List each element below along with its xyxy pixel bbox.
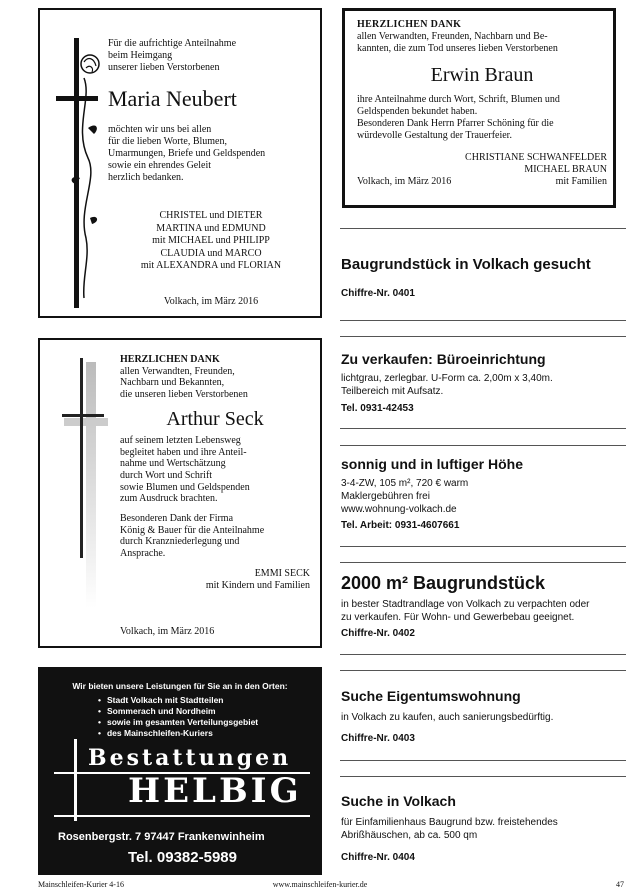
intro-line: beim Heimgang	[108, 50, 173, 61]
body-line: zum Ausdruck brachten.	[120, 493, 218, 505]
obituary-text	[357, 19, 607, 188]
signatory-line: CHRISTEL und DIETER	[159, 210, 263, 221]
obituary-text	[108, 38, 314, 184]
signatory: mit Kindern und Familien	[205, 579, 310, 591]
classified-title: Suche in Volkach	[341, 793, 456, 809]
deceased-name: Arthur Seck	[166, 407, 264, 430]
signatory-line: mit MICHAEL und PHILIPP	[152, 235, 270, 246]
intro-line: allen Verwandten, Freunden,	[120, 365, 235, 377]
body-line: herzlich bedanken.	[108, 172, 184, 183]
divider	[340, 546, 626, 547]
page-footer	[0, 878, 640, 892]
divider	[340, 228, 626, 229]
divider	[340, 760, 626, 761]
classified-line: in Volkach zu kaufen, auch sanierungsbedürftig.	[341, 712, 554, 723]
classified-line: Abrißhäuschen, ab ca. 500 qm	[341, 830, 478, 841]
classified-line: Maklergebühren frei	[341, 491, 430, 502]
classified-line: Teilbereich mit Aufsatz.	[341, 386, 444, 397]
obituary-ad-maria-neubert	[38, 8, 322, 318]
intro-line: kannten, die zum Tod unseres lieben Verstorbenen	[357, 43, 558, 54]
date-line: Volkach, im März 2016	[357, 176, 452, 187]
classified-title: Suche Eigentumswohnung	[341, 688, 521, 704]
deceased-name: Maria Neubert	[108, 86, 237, 111]
page-number: 47	[616, 880, 624, 889]
body-line: auf seinem letzten Lebensweg	[120, 434, 241, 446]
body-line: König & Bauer für die Anteilnahme	[120, 524, 265, 536]
date-line: Volkach, im März 2016	[120, 626, 215, 637]
divider	[340, 320, 626, 321]
body-line: Geldspenden bekundet haben.	[357, 106, 478, 117]
classified-phone: Tel. 0931-42453	[341, 403, 414, 414]
business-name: HELBIG	[128, 771, 302, 811]
place-item: • sowie im gesamten Verteilungsgebiet	[98, 717, 258, 728]
classified-title: 2000 m² Baugrundstück	[341, 573, 546, 593]
classified-line: für Einfamilienhaus Baugrund bzw. freistehendes	[341, 817, 558, 828]
signatory-line: mit ALEXANDRA und FLORIAN	[140, 260, 282, 271]
services-intro: Wir bieten unsere Leistungen für Sie an in den Orten:	[72, 681, 288, 691]
divider	[340, 562, 626, 563]
divider	[340, 654, 626, 655]
classified-line: zu verkaufen. Für Wohn- und Gewerbebau geeignet.	[341, 612, 575, 623]
body-line: sowie Blumen und Geldspenden	[120, 481, 250, 493]
body-line: Besonderen Dank Herrn Pfarrer Schöning für die	[357, 118, 554, 129]
classified-chiffre: Chiffre-Nr. 0401	[341, 288, 415, 299]
cross-with-rose-icon	[54, 38, 104, 308]
classified-phone: Tel. Arbeit: 0931-4607661	[341, 520, 460, 531]
intro-line: Für die aufrichtige Anteilnahme	[108, 38, 237, 49]
signatories	[108, 210, 314, 273]
classified-chiffre: Chiffre-Nr. 0404	[341, 852, 415, 863]
phone: Tel. 09382-5989	[128, 849, 237, 866]
classified-line: in bester Stadtrandlage von Volkach zu verpachten oder	[341, 599, 590, 610]
signatory-line: CLAUDIA und MARCO	[160, 247, 262, 259]
signatory: CHRISTIANE SCHWANFELDER	[465, 152, 607, 163]
divider	[340, 776, 626, 777]
classified-line: 3-4-ZW, 105 m², 720 € warm	[341, 478, 469, 489]
classified-chiffre: Chiffre-Nr. 0402	[341, 628, 415, 639]
classified-title: Baugrundstück in Volkach gesucht	[341, 256, 591, 273]
intro-line: unserer lieben Verstorbenen	[108, 62, 220, 73]
signatory: mit Familien	[555, 176, 607, 187]
divider	[340, 336, 626, 337]
date-line: Volkach, im März 2016	[163, 296, 259, 307]
cross-icon	[60, 358, 110, 608]
classified-line: lichtgrau, zerlegbar. U-Form ca. 2,00m x 3,40m.	[341, 373, 553, 384]
body-line: nahme und Wertschätzung	[120, 458, 226, 470]
obituary-ad-arthur-seck	[38, 338, 322, 648]
place-item: • des Mainschleifen-Kuriers	[98, 728, 258, 739]
funeral-home-ad	[38, 667, 322, 875]
heading: HERZLICHEN DANK	[357, 19, 462, 30]
divider	[340, 428, 626, 429]
body-line: Umarmungen, Briefe und Geldspenden	[108, 148, 266, 159]
body-line: begleitet haben und ihre Anteil-	[120, 446, 247, 458]
classified-chiffre: Chiffre-Nr. 0403	[341, 733, 415, 744]
body-line: durch Kranzniederlegung und	[120, 536, 240, 548]
body-line: Besonderen Dank der Firma	[120, 513, 234, 525]
footer-publication: Mainschleifen-Kurier 4-16	[38, 880, 124, 889]
heading: HERZLICHEN DANK	[120, 354, 220, 365]
classified-title: Zu verkaufen: Büroeinrichtung	[341, 351, 546, 367]
body-line: ihre Anteilnahme durch Wort, Schrift, Blumen und	[357, 94, 560, 105]
intro-line: die unseren lieben Verstorbenen	[120, 389, 248, 401]
body-line: möchten wir uns bei allen	[108, 124, 212, 135]
address: Rosenbergstr. 7 97447 Frankenwinheim	[58, 831, 265, 843]
divider	[340, 445, 626, 446]
signatory: MICHAEL BRAUN	[524, 164, 607, 175]
signatory: EMMI SECK	[254, 567, 310, 579]
body-line: sowie ein ehrendes Geleit	[108, 160, 212, 171]
business-type: Bestattungen	[88, 745, 292, 771]
classified-line: www.wohnung-volkach.de	[341, 504, 457, 515]
intro-line: allen Verwandten, Freunden, Nachbarn und Be-	[357, 31, 548, 42]
footer-url: www.mainschleifen-kurier.de	[272, 880, 368, 889]
place-item: • Stadt Volkach mit Stadtteilen	[98, 695, 258, 706]
divider	[340, 670, 626, 671]
date-row	[357, 176, 607, 188]
signatory-line: MARTINA und EDMUND	[156, 222, 266, 234]
deceased-name: Erwin Braun	[430, 64, 534, 86]
classified-title: sonnig und in luftiger Höhe	[341, 456, 523, 472]
place-item: • Sommerach und Nordheim	[98, 706, 258, 717]
body-line: Ansprache.	[120, 548, 166, 560]
obituary-text	[120, 354, 310, 591]
body-line: durch Wort und Schrift	[120, 469, 213, 481]
places-list	[98, 695, 258, 739]
body-line: würdevolle Gestaltung der Trauerfeier.	[357, 130, 512, 141]
body-line: für die lieben Worte, Blumen,	[108, 136, 227, 147]
intro-line: Nachbarn und Bekannten,	[120, 377, 225, 389]
obituary-ad-erwin-braun	[342, 8, 616, 208]
